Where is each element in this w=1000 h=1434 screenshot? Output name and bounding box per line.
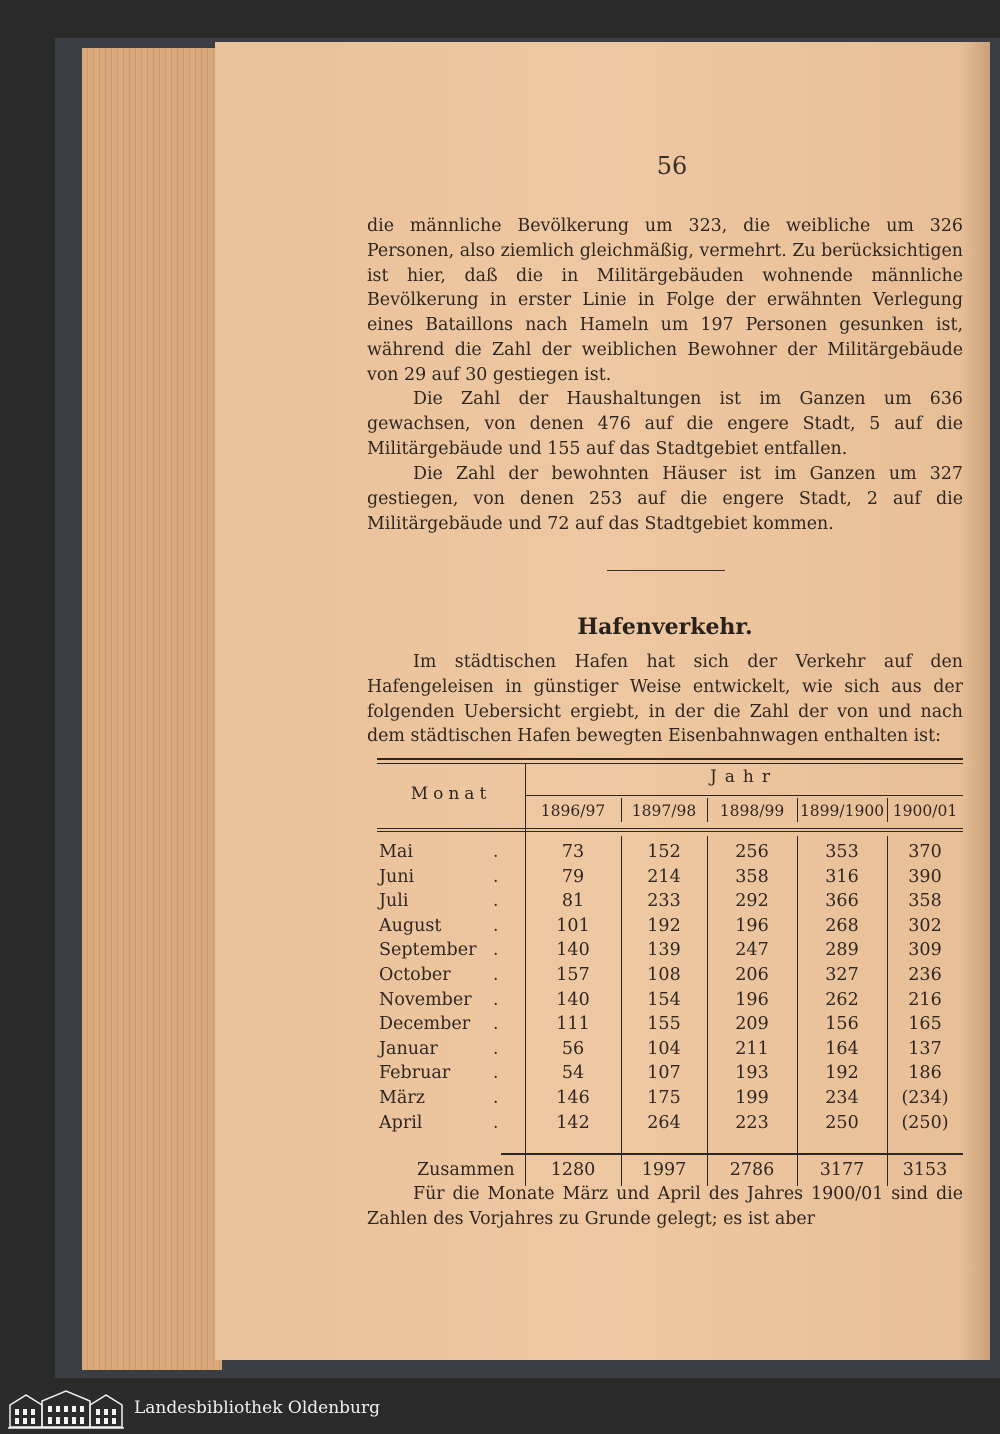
month-label: März (379, 1088, 425, 1108)
header-bottom-rule (377, 828, 963, 829)
leader-dots: . (493, 1038, 507, 1059)
table-cell: 233 (647, 891, 681, 912)
total-rule (501, 1153, 963, 1155)
paragraph-population: die männliche Bevölkerung um 323, die weibliche um 326 Personen, also ziemlich gleichmäßig, vermehrt. Zu berücksichtigen ist hier, daß die in Militärgebäuden wohnende männliche Bevölkerung in erster Linie in Folge der erwähnten Verlegung eines Bataillons nach Hameln um 197 Personen gesunken ist, während die Zahl der weiblichen Bewohner der Militärgebäude von 29 auf 30 gestiegen ist. (367, 216, 963, 385)
table-cell: 140 (556, 989, 590, 1010)
table-cell: 139 (647, 940, 681, 961)
table-cell: 292 (735, 891, 769, 912)
page-edges (82, 48, 222, 1370)
table-cell: 199 (735, 1088, 769, 1108)
month-label: November (379, 989, 472, 1010)
section-divider (607, 570, 725, 571)
year-column-header: 1899/1900 (799, 802, 885, 820)
data-column-divider (621, 836, 622, 1186)
table-cell: 186 (908, 1063, 942, 1084)
table-cell: 250 (825, 1112, 859, 1133)
total-cell: 2786 (729, 1160, 775, 1180)
year-subheader-rule (525, 795, 963, 796)
library-building-icon (6, 1387, 126, 1431)
table-cell: 165 (908, 1014, 942, 1035)
table-cell: 256 (735, 842, 769, 862)
table-cell: 353 (825, 842, 859, 862)
month-label: August (379, 915, 442, 936)
table-cell: 234 (825, 1088, 859, 1108)
header-bottom-rule-2 (377, 831, 963, 832)
book-page (215, 42, 990, 1360)
table-cell: 302 (908, 915, 942, 936)
library-footer (0, 1385, 1000, 1434)
library-name: Landesbibliothek Oldenburg (134, 1398, 381, 1418)
table-top-rule-thin (377, 763, 963, 764)
table-cell: 146 (556, 1088, 590, 1108)
month-label: Juni (379, 866, 415, 887)
leader-dots: . (493, 915, 507, 936)
table-cell: 366 (825, 891, 859, 912)
month-label: Mai (379, 842, 413, 862)
month-label: Juli (379, 891, 409, 912)
table-cell: 193 (735, 1063, 769, 1084)
leader-dots: . (493, 940, 507, 961)
table-cell: 196 (735, 915, 769, 936)
table-cell: 309 (908, 940, 942, 961)
table-cell: (250) (901, 1112, 949, 1133)
table-cell: 140 (556, 940, 590, 961)
total-cell: 3177 (819, 1160, 865, 1180)
leader-dots: . (493, 989, 507, 1010)
leader-dots: . (493, 1063, 507, 1084)
month-label: April (379, 1112, 423, 1133)
table-cell: 214 (647, 866, 681, 887)
leader-dots: . (493, 1014, 507, 1035)
table-cell: 211 (735, 1038, 769, 1059)
section-intro: Im städtischen Hafen hat sich der Verkehr auf den Hafengeleisen in günstiger Weise entwickelt, wie sich aus der folgenden Uebersicht ergiebt, in der die Zahl der von und nach dem städtischen Hafen bewegten Eisenbahnwagen enthalten ist: (367, 652, 963, 747)
harbor-traffic-table (377, 758, 963, 1218)
table-cell: 54 (561, 1063, 585, 1084)
leader-dots: . (493, 965, 507, 985)
table-cell: 192 (647, 915, 681, 936)
total-cell: 1997 (641, 1160, 687, 1180)
table-cell: 209 (735, 1014, 769, 1035)
table-cell: 137 (908, 1038, 942, 1059)
year-header: Jahr (709, 767, 779, 787)
leader-dots: . (493, 866, 507, 887)
year-column-header: 1897/98 (631, 802, 697, 820)
data-column-divider (887, 836, 888, 1186)
total-label: Zusammen (417, 1160, 515, 1180)
table-cell: 358 (735, 866, 769, 887)
table-cell: 73 (561, 842, 585, 862)
page-number: 56 (656, 152, 688, 180)
table-cell: 155 (647, 1014, 681, 1035)
table-cell: 107 (647, 1063, 681, 1084)
year-column-header: 1898/99 (719, 802, 785, 820)
table-cell: 262 (825, 989, 859, 1010)
table-cell: 108 (647, 965, 681, 985)
table-cell: 175 (647, 1088, 681, 1108)
table-cell: 196 (735, 989, 769, 1010)
month-label: October (379, 965, 451, 985)
table-cell: 152 (647, 842, 681, 862)
table-cell: 164 (825, 1038, 859, 1059)
table-cell: 79 (561, 866, 585, 887)
year-column-header: 1896/97 (540, 802, 606, 820)
table-cell: 264 (647, 1112, 681, 1133)
table-cell: 247 (735, 940, 769, 961)
leader-dots: . (493, 1088, 507, 1108)
total-cell: 1280 (550, 1160, 596, 1180)
table-cell: 206 (735, 965, 769, 985)
year-column-header: 1900/01 (892, 802, 958, 820)
data-column-divider (707, 836, 708, 1186)
table-cell: 192 (825, 1063, 859, 1084)
table-cell: 157 (556, 965, 590, 985)
closing-paragraph: Für die Monate März und April des Jahres 1900/01 sind die Zahlen des Vorjahres zu Grunde gelegt; es ist aber (367, 1184, 963, 1229)
month-label: September (379, 940, 477, 961)
table-cell: 56 (561, 1038, 585, 1059)
leader-dots: . (493, 1112, 507, 1133)
table-cell: 327 (825, 965, 859, 985)
table-cell: 289 (825, 940, 859, 961)
table-cell: 142 (556, 1112, 590, 1133)
month-header: Monat (410, 784, 492, 804)
table-cell: 81 (561, 891, 585, 912)
table-cell: 101 (556, 915, 590, 936)
table-cell: 390 (908, 866, 942, 887)
paragraph-households: Die Zahl der Haushaltungen ist im Ganzen um 636 gewachsen, von denen 476 auf die engere Stadt, 5 auf die Militärgebäude und 155 auf das Stadtgebiet entfallen. (367, 389, 963, 459)
table-cell: 154 (647, 989, 681, 1010)
table-top-rule (377, 758, 963, 760)
table-cell: 316 (825, 866, 859, 887)
paragraph-houses: Die Zahl der bewohnten Häuser ist im Ganzen um 327 gestiegen, von denen 253 auf die engere Stadt, 2 auf die Militärgebäude und 72 auf das Stadtgebiet kommen. (367, 464, 963, 534)
leader-dots: . (493, 842, 507, 862)
leader-dots: . (493, 891, 507, 912)
table-cell: 216 (908, 989, 942, 1010)
table-cell: 111 (556, 1014, 590, 1035)
month-label: Februar (379, 1063, 451, 1084)
table-cell: 358 (908, 891, 942, 912)
table-cell: 236 (908, 965, 942, 985)
data-column-divider (797, 836, 798, 1186)
table-cell: 156 (825, 1014, 859, 1035)
month-label: December (379, 1014, 471, 1035)
table-cell: 370 (908, 842, 942, 862)
section-title: Hafenverkehr. (577, 614, 753, 640)
table-cell: (234) (901, 1088, 949, 1108)
table-cell: 268 (825, 915, 859, 936)
table-cell: 104 (647, 1038, 681, 1059)
table-cell: 223 (735, 1112, 769, 1133)
total-cell: 3153 (902, 1160, 948, 1180)
month-label: Januar (379, 1038, 438, 1059)
